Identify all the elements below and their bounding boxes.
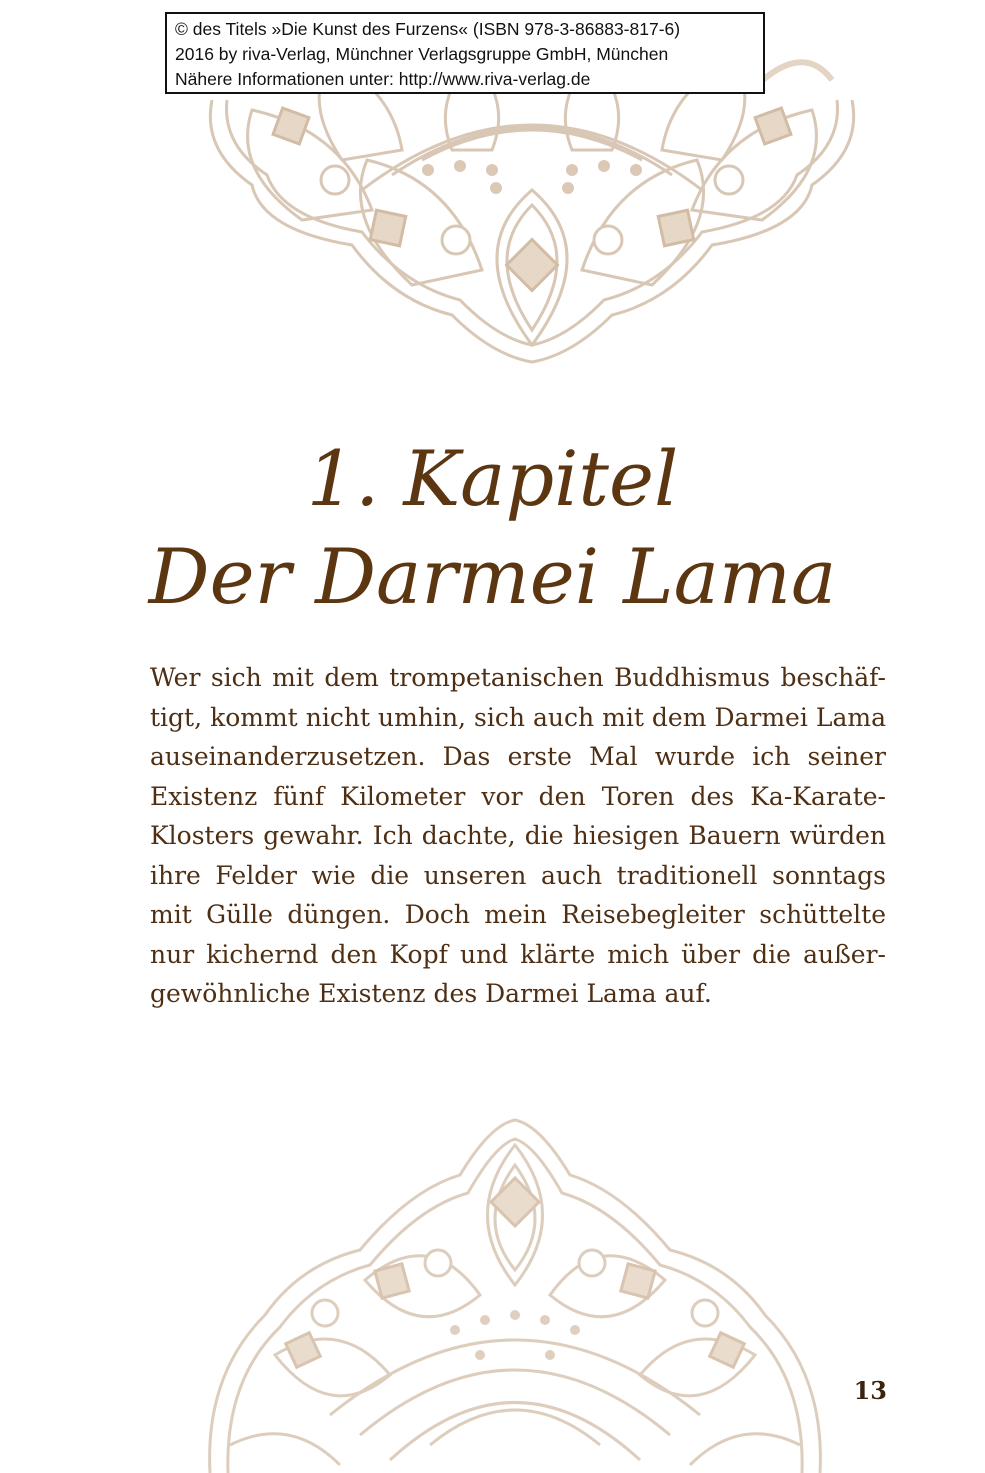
body-line: mit Gülle düngen. Doch mein Reisebegleiter schüttelte: [150, 900, 886, 929]
body-line: nur kichernd den Kopf und klärte mich über die außer-: [150, 939, 886, 969]
body-line: Klosters gewahr. Ich dachte, die hiesigen Bauern würden: [150, 821, 886, 850]
chapter-number-title: 1. Kapitel: [306, 434, 679, 523]
chapter-body-paragraph: [150, 658, 886, 1014]
body-line: ihre Felder wie die unseren auch traditionell sonntags: [150, 860, 886, 890]
body-line: gewöhnliche Existenz des Darmei Lama auf.: [150, 979, 712, 1008]
body-line: Wer sich mit dem trompetanischen Buddhismus beschäf-: [150, 663, 886, 692]
copyright-line-1: © des Titels »Die Kunst des Furzens« (ISBN 978-3-86883-817-6): [175, 19, 681, 39]
chapter-subtitle: Der Darmei Lama: [148, 532, 837, 621]
body-line: Existenz fünf Kilometer vor den Toren des Ka-Karate-: [150, 781, 886, 811]
page-number: 13: [853, 1376, 887, 1405]
copyright-line-3: Nähere Informationen unter: http://www.riva-verlag.de: [175, 69, 591, 89]
body-line: tigt, kommt nicht umhin, sich auch mit dem Darmei Lama: [150, 702, 886, 732]
copyright-notice-box: [165, 12, 765, 94]
body-line: auseinanderzusetzen. Das erste Mal wurde ich seiner: [150, 742, 886, 771]
copyright-line-2: 2016 by riva-Verlag, Münchner Verlagsgruppe GmbH, München: [175, 44, 669, 64]
bottom-mandala-ornament: [190, 1115, 840, 1473]
